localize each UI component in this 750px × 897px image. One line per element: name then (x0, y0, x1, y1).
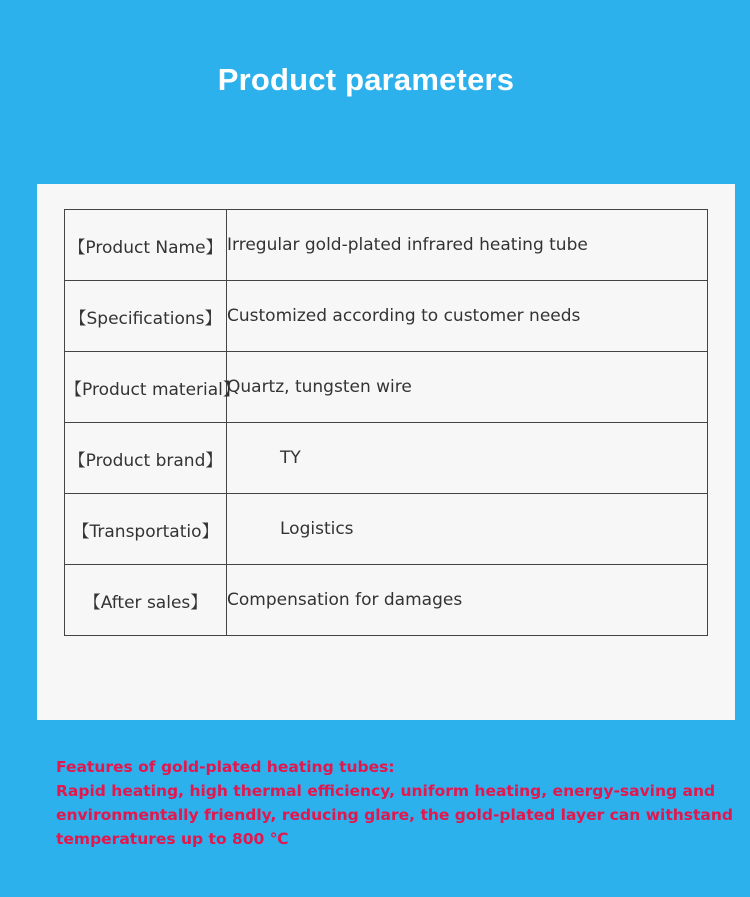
features-text (56, 755, 733, 851)
table-row (65, 281, 708, 352)
table-row (65, 210, 708, 281)
param-value: Logistics (227, 494, 708, 565)
table-row (65, 352, 708, 423)
parameters-panel (37, 184, 735, 720)
param-label: 【Transportatio】 (65, 494, 227, 565)
table-row (65, 423, 708, 494)
features-heading: Features of gold-plated heating tubes: (56, 758, 395, 776)
parameters-table (64, 209, 708, 636)
param-label: 【Product Name】 (65, 210, 227, 281)
features-line: environmentally friendly, reducing glare, the gold-plated layer can withstand (56, 806, 733, 824)
param-label: 【Product material】 (65, 352, 227, 423)
page-title: Product parameters (217, 62, 515, 97)
param-label: 【Product brand】 (65, 423, 227, 494)
features-line: temperatures up to 800 ℃ (56, 830, 289, 848)
param-value: Quartz, tungsten wire (227, 352, 708, 423)
table-row (65, 565, 708, 636)
param-value: Compensation for damages (227, 565, 708, 636)
param-value: Irregular gold-plated infrared heating tube (227, 210, 708, 281)
param-value: Customized according to customer needs (227, 281, 708, 352)
param-label: 【Specifications】 (65, 281, 227, 352)
table-row (65, 494, 708, 565)
param-value: TY (227, 423, 708, 494)
param-label: 【After sales】 (65, 565, 227, 636)
features-line: Rapid heating, high thermal efficiency, uniform heating, energy-saving and (56, 782, 716, 800)
